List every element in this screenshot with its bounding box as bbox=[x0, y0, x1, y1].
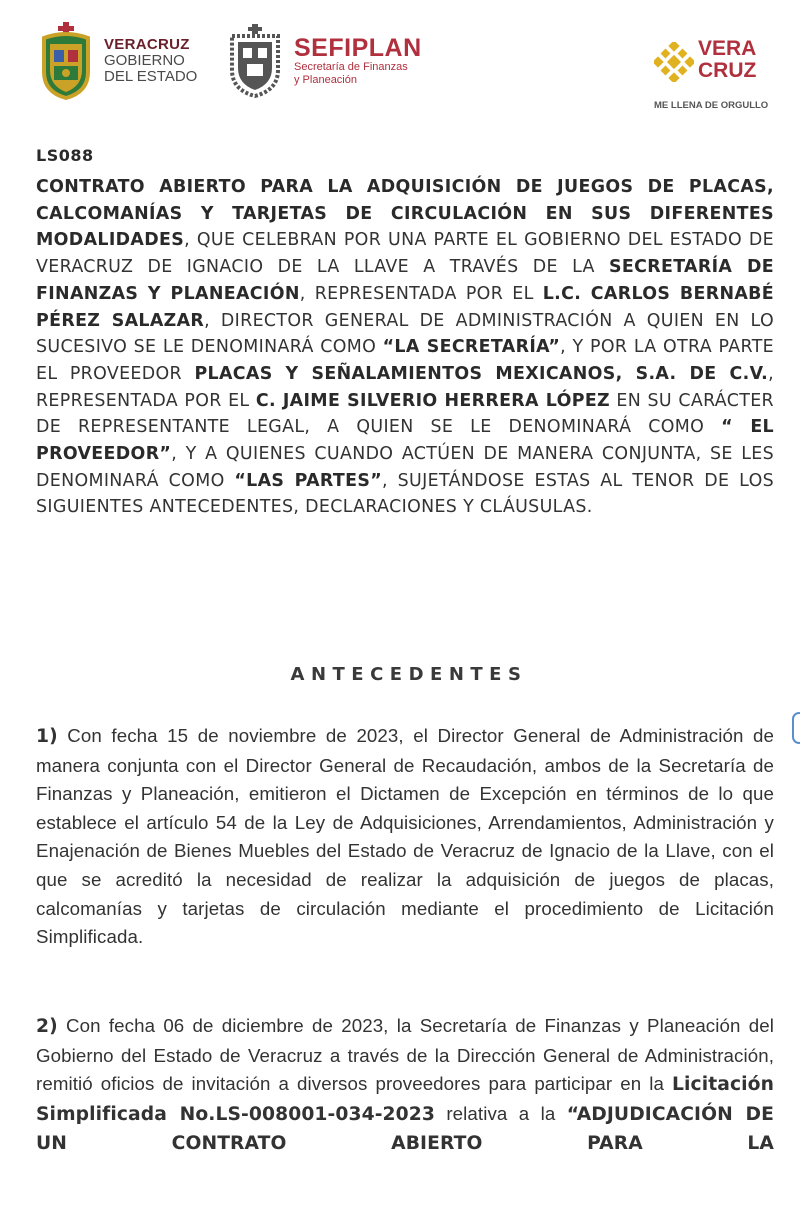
sefiplan-shield-icon bbox=[226, 24, 284, 98]
gov-line-3: DEL ESTADO bbox=[104, 68, 198, 85]
intro-las-partes: “LAS PARTES” bbox=[234, 470, 382, 491]
antecedent-2-title: “ADJUDICACIÓN DE UN CONTRATO ABIERTO PARA LA bbox=[36, 1103, 774, 1155]
intro-el-proveedor: “ EL PROVEEDOR” bbox=[36, 417, 774, 465]
sefiplan-logo bbox=[226, 24, 422, 98]
antecedent-1-text: Con fecha 15 de noviembre de 2023, el Director General de Administración de manera conjunta con el Director General de Recaudación, ambos de la Secretaría de Finanzas y Planeación, emitieron el Dictamen de Excepción en términos de lo que establece el artículo 54 de la Ley de Adquisiciones, Arrendamientos, Administración y Enajenación de Bienes Muebles del Estado de Veracruz de Ignacio de la Llave, con el que se acreditó la necesidad de realizar la adquisición de juegos de placas, calcomanías y tarjetas de circulación mediante el procedimiento de Licitación Simplificada. bbox=[36, 725, 774, 948]
contract-intro bbox=[36, 174, 774, 521]
veracruz-coat-of-arms-icon bbox=[38, 22, 94, 100]
antecedent-2-text-2: relativa a la bbox=[434, 1102, 567, 1124]
vera-tagline bbox=[654, 100, 768, 111]
section-heading: ANTECEDENTES bbox=[290, 664, 528, 685]
gov-line-1: VERACRUZ bbox=[104, 36, 190, 53]
intro-secretaria: SECRETARÍA DE FINANZAS Y PLANEACIÓN bbox=[36, 257, 775, 304]
intro-text-3: , DIRECTOR GENERAL DE ADMINISTRACIÓN A QUIEN EN LO SUCESIVO SE LE DENOMINARÁ COMO bbox=[36, 310, 774, 358]
sefiplan-sub-1: Secretaría de Finanzas bbox=[294, 61, 408, 73]
intro-text-1: , QUE CELEBRAN POR UNA PARTE EL GOBIERNO DEL ESTADO DE VERACRUZ DE IGNACIO DE LA LLAVE A TRAVÉS DE LA bbox=[36, 230, 774, 278]
sefiplan-name bbox=[294, 35, 422, 87]
document-code: LS088 bbox=[36, 146, 94, 165]
intro-text-7: , Y A QUIENES CUANDO ACTÚEN DE MANERA CONJUNTA, SE LES DENOMINARÁ COMO bbox=[36, 444, 774, 491]
antecedent-2-tender: Licitación Simplificada No.LS-008001-034-2023 bbox=[36, 1074, 774, 1125]
intro-text-8: , SUJETÁNDOSE ESTAS AL TENOR DE LOS SIGUIENTES ANTECEDENTES, DECLARACIONES Y CLÁUSULAS. bbox=[36, 470, 774, 518]
gov-line-2: GOBIERNO bbox=[104, 52, 185, 69]
intro-representative: L.C. CARLOS BERNABÉ PÉREZ SALAZAR bbox=[36, 283, 775, 331]
sefiplan-sub-2: y Planeación bbox=[294, 74, 357, 86]
intro-text-2: , REPRESENTADA POR EL bbox=[299, 283, 543, 304]
intro-supplier: PLACAS Y SEÑALAMIENTOS MEXICANOS, S.A. DE C.V. bbox=[194, 363, 769, 384]
vera-word-2: CRUZ bbox=[698, 59, 757, 82]
veracruz-brand-logo bbox=[652, 38, 774, 118]
vera-tagline-bold: ORGULLO bbox=[720, 100, 769, 111]
government-name bbox=[104, 37, 197, 85]
letterhead bbox=[0, 0, 800, 110]
intro-la-secretaria: “LA SECRETARÍA” bbox=[382, 337, 561, 358]
vera-wordmark bbox=[698, 38, 756, 82]
antecedent-1 bbox=[36, 722, 774, 952]
antecedent-1-number: 1) bbox=[36, 726, 58, 747]
intro-title: CONTRATO ABIERTO PARA LA ADQUISICIÓN DE JUEGOS DE PLACAS, CALCOMANÍAS Y TARJETAS DE CIRCULACIÓN EN SUS DIFERENTES MODALIDADES bbox=[36, 177, 774, 251]
scan-artifact bbox=[792, 712, 800, 744]
antecedent-2 bbox=[36, 1012, 774, 1159]
flower-pattern-icon bbox=[654, 42, 694, 82]
antecedent-2-text-1: Con fecha 06 de diciembre de 2023, la Secretaría de Finanzas y Planeación del Gobierno del Estado de Veracruz a través de la Dirección General de Administración, remitió oficios de invitación a diversos proveedores para participar en la bbox=[36, 1015, 774, 1095]
vera-tagline-prefix: ME LLENA DE bbox=[654, 100, 721, 111]
intro-supplier-rep: C. JAIME SILVERIO HERRERA LÓPEZ bbox=[255, 390, 611, 411]
intro-text-6: EN SU CARÁCTER DE REPRESENTANTE LEGAL, A QUIEN SE LE DENOMINARÁ COMO bbox=[36, 390, 774, 438]
sefiplan-title: SEFIPLAN bbox=[294, 34, 422, 62]
veracruz-government-logo bbox=[38, 22, 197, 100]
vera-word-1: VERA bbox=[698, 37, 757, 60]
intro-text-4: , Y POR LA OTRA PARTE EL PROVEEDOR bbox=[36, 337, 774, 384]
intro-text-5: , REPRESENTADA POR EL bbox=[36, 363, 774, 411]
antecedent-2-number: 2) bbox=[36, 1016, 58, 1037]
